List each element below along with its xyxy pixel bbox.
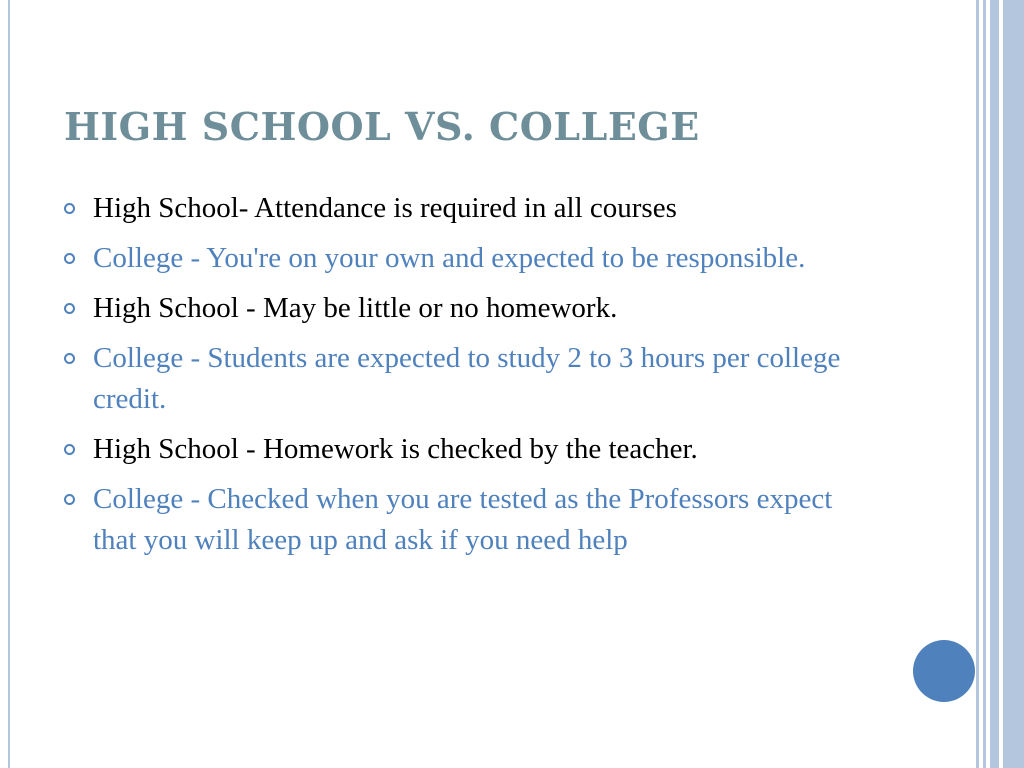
bullet-text: College - Checked when you are tested as the Professors expect that you will keep up and ask if you need help [93,483,833,556]
stripe [976,0,979,768]
bullet-item [64,188,864,229]
stripe [1003,0,1024,768]
stripe [990,0,999,768]
bullet-text: High School- Attendance is required in all courses [93,192,677,224]
right-decorative-stripes [976,0,1024,768]
bullet-circle-icon [64,253,75,264]
bullet-circle-icon [64,444,75,455]
bullet-circle-icon [64,494,75,505]
bullet-item [64,238,864,279]
bullet-item [64,338,864,420]
slide-title: HIGH SCHOOL VS. COLLEGE [64,104,700,149]
bullet-item [64,288,864,329]
bullet-circle-icon [64,203,75,214]
bullet-text: College - Students are expected to study 2 to 3 hours per college credit. [93,342,841,415]
bullet-text: High School - Homework is checked by the teacher. [93,433,698,465]
left-border-line [8,0,10,768]
bullet-text: College - You're on your own and expected to be responsible. [93,242,806,274]
bullet-circle-icon [64,303,75,314]
bullet-list [64,188,864,570]
bullet-item [64,429,864,470]
bullet-item [64,479,864,561]
decorative-circle [913,640,975,702]
stripe [983,0,986,768]
bullet-text: High School - May be little or no homework. [93,292,618,324]
bullet-circle-icon [64,353,75,364]
